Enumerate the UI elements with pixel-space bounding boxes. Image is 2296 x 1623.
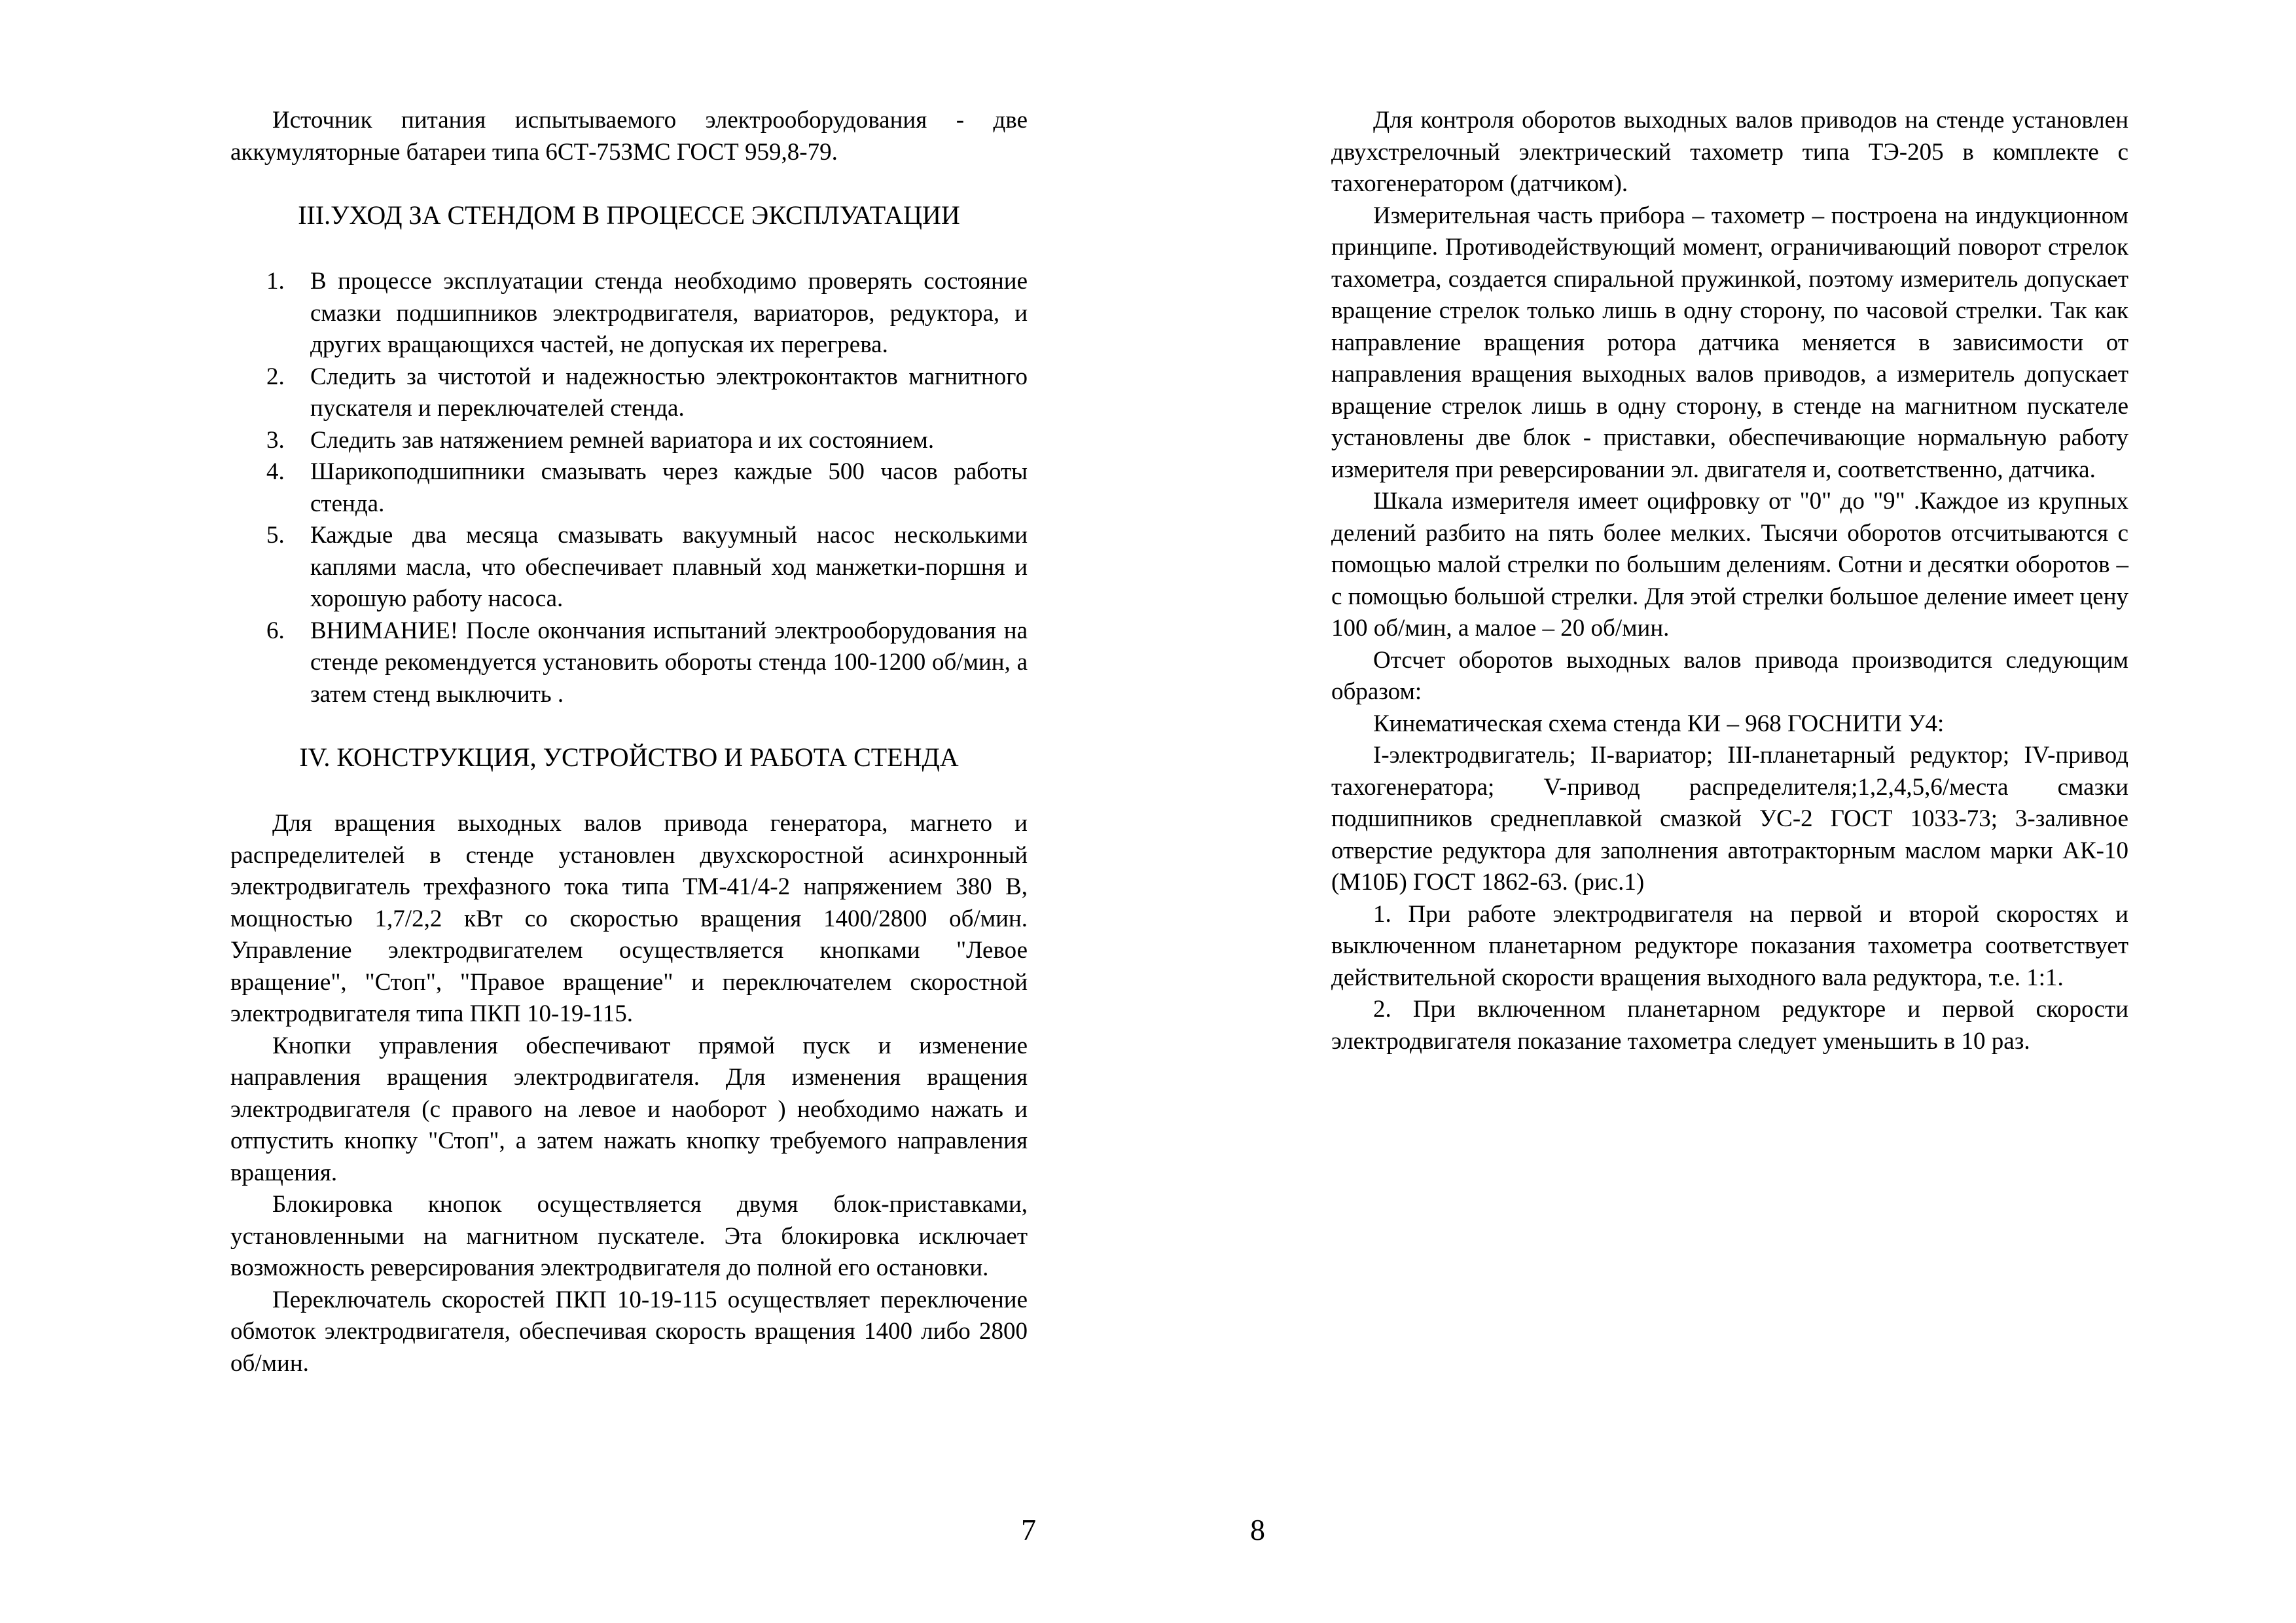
section-4-title: IV. КОНСТРУКЦИЯ, УСТРОЙСТВО И РАБОТА СТЕНДА (299, 742, 959, 772)
paragraph: Для контроля оборотов выходных валов приводов на стенде установлен двухстрелочный электрический тахометр типа ТЭ-205 в комплекте с тахогенератором (датчиком). (1331, 107, 2128, 197)
intro-paragraph: Источник питания испытываемого электрооборудования - две аккумуляторные батареи типа 6СТ-75ЗМС ГОСТ 959,8-79. (230, 107, 1028, 166)
paragraph: Блокировка кнопок осуществляется двумя блок-приставками, установленными на магнитном пускателе. Эта блокировка исключает возможность реверсирования электродвигателя до полной его остановки. (230, 1191, 1028, 1281)
page-number-right: 8 (1250, 1513, 1265, 1546)
list-item: 6. ВНИМАНИЕ! После окончания испытаний электрооборудования на стенде рекомендуется установить обороты стенда 100-1200 об/мин, а затем стенд выключить . (266, 617, 1028, 708)
paragraph: Для вращения выходных валов привода генератора, магнето и распределителей в стенде установлен двухскоростной асинхронный электродвигатель трехфазного тока типа ТМ-41/4-2 напряжением 380 В, мощностью 1,7/2,2 кВт со скоростью вращения 1400/2800 об/мин. Управление электродвигателем осуществляется кнопками "Левое вращение", "Стоп", "Правое вращение" и переключателем скоростной электродвигателя типа ПКП 10-19-115. (230, 810, 1028, 1027)
list-item: 3. Следить зав натяжением ремней вариатора и их состоянием. (266, 426, 935, 454)
list-item: 1. В процессе эксплуатации стенда необходимо проверять состояние смазки подшипников электродвигателя, вариаторов, редуктора, и других вращающихся частей, не допуская их перегрева. (266, 268, 1028, 358)
paragraph: 2. При включенном планетарном редукторе и первой скорости электродвигателя показание тахометра следует уменьшить в 10 раз. (1331, 996, 2128, 1055)
maintenance-list (230, 266, 1028, 710)
paragraph: Кнопки управления обеспечивают прямой пуск и изменение направления вращения электродвигателя. Для изменения вращения электродвигателя (с правого на левое и наоборот ) необходимо нажать и отпустить кнопку "Стоп", а затем нажать кнопку требуемого направления вращения. (230, 1032, 1028, 1186)
list-item: 5. Каждые два месяца смазывать вакуумный насос несколькими каплями масла, что обеспечивает плавный ход манжетки-поршня и хорошую работу насоса. (266, 522, 1028, 612)
paragraph: Отсчет оборотов выходных валов привода производится следующим образом: (1331, 646, 2128, 705)
left-page (230, 105, 1028, 1379)
paragraph: I-электродвигатель; II-вариатор; III-планетарный редуктор; IV-привод тахогенератора; V-привод распределителя;1,2,4,5,6/места смазки подшипников среднеплавкой смазкой УС-2 ГОСТ 1033-73; 3-заливное отверстие редуктора для заполнения автотракторным маслом марки АК-10 (М10Б) ГОСТ 1862-63. (рис.1) (1331, 742, 2128, 896)
list-item: 2. Следить за чистотой и надежностью электроконтактов магнитного пускателя и переключателей стенда. (266, 363, 1028, 422)
page-number-left: 7 (1021, 1513, 1036, 1546)
paragraph: Переключатель скоростей ПКП 10-19-115 осуществляет переключение обмоток электродвигателя, обеспечивая скорость вращения 1400 либо 2800 об/мин. (230, 1286, 1028, 1377)
paragraph: 1. При работе электродвигателя на первой и второй скоростях и выключенном планетарном редукторе показания тахометра соответствует действительной скорости вращения выходного вала редуктора, т.е. 1:1. (1331, 900, 2128, 991)
paragraph: Измерительная часть прибора – тахометр – построена на индукционном принципе. Противодействующий момент, ограничивающий поворот стрелок тахометра, создается спиральной пружинкой, поэтому измеритель допускает вращение стрелок только лишь в одну сторону, по часовой стрелки. Так как направление вращения ротора датчика меняется в зависимости от направления вращения выходных валов приводов, а измеритель допускает вращение стрелок лишь в одну сторону, в стенде на магнитном пускателе установлены две блок - приставки, обеспечивающие нормальную работу измерителя при реверсировании эл. двигателя и, соответственно, датчика. (1331, 202, 2128, 483)
paragraph: Кинематическая схема стенда КИ – 968 ГОСНИТИ У4: (1373, 710, 1945, 737)
section-3-title: III.УХОД ЗА СТЕНДОМ В ПРОЦЕССЕ ЭКСПЛУАТАЦИИ (298, 200, 960, 230)
paragraph: Шкала измерителя имеет оцифровку от "0" до "9" .Каждое из крупных делений разбито на пять более мелких. Тысячи оборотов отсчитываются с помощью малой стрелки по большим делениям. Сотни и десятки оборотов – с помощью большой стрелки. Для этой стрелки большое деление имеет цену 100 об/мин, а малое – 20 об/мин. (1331, 488, 2128, 642)
right-page (1331, 105, 2128, 1057)
list-item: 4. Шарикоподшипники смазывать через каждые 500 часов работы стенда. (266, 458, 1028, 517)
